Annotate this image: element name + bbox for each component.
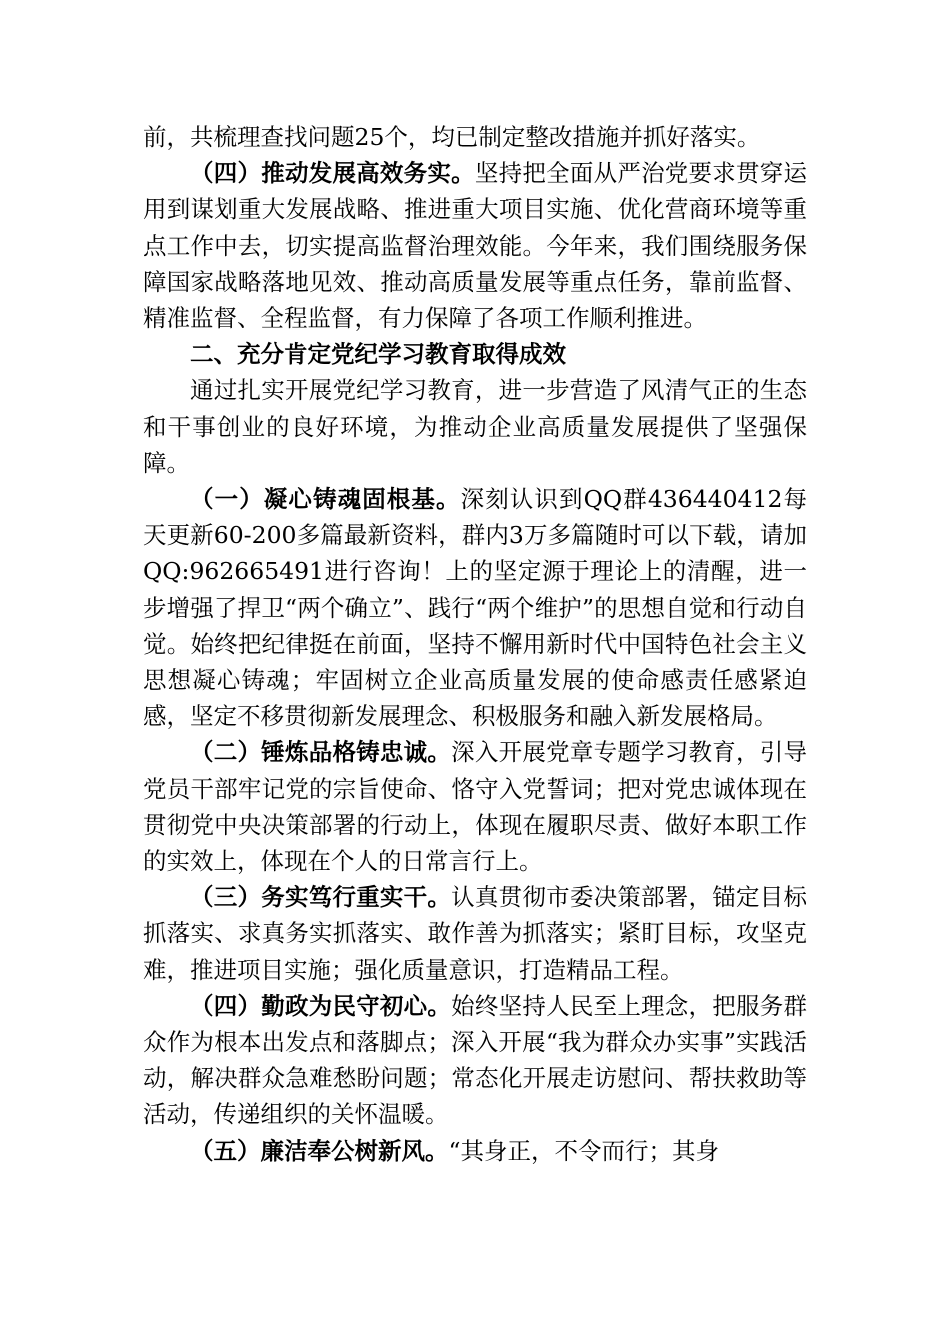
paragraph-text: 前，共梳理查找问题25个，均已制定整改措施并抓好落实。: [143, 123, 761, 151]
paragraph-text: 始终坚持人民至上理念，把服务群众作为根本出发点和落脚点；深入开展“我为群众办实事”实践活动，解决群众急难愁盼问题；常态化开展走访慰问、帮扶救助等活动，传递组织的关怀温暖。: [143, 991, 808, 1129]
paragraph-intro: [143, 372, 807, 481]
paragraph-point-3: [143, 879, 807, 988]
paragraph-point-4: [143, 988, 807, 1133]
section-heading: 二、充分肯定党纪学习教育取得成效: [190, 340, 566, 369]
paragraph-text: 通过扎实开展党纪学习教育，进一步营造了风清气正的生态和干事创业的良好环境，为推动企业高质量发展提供了坚强保障。: [143, 376, 807, 477]
paragraph-point-5: [143, 1133, 807, 1169]
paragraph-lead: （五）廉洁奉公树新风。: [190, 1136, 449, 1165]
document-page: [143, 119, 807, 1169]
paragraph-lead: （一）凝心铸魂固根基。: [190, 485, 461, 514]
paragraph-lead: （四）推动发展高效务实。: [190, 159, 475, 188]
paragraph-point-1: [143, 481, 807, 734]
paragraph-promote-development: [143, 155, 807, 336]
paragraph-text: 认真贯彻市委决策部署，锚定目标抓落实、求真务实抓落实、敢作善为抓落实；紧盯目标，攻坚克难，推进项目实施；强化质量意识，打造精品工程。: [143, 883, 808, 984]
paragraph-lead: （四）勤政为民守初心。: [190, 991, 452, 1020]
paragraph-point-2: [143, 734, 807, 879]
paragraph-text: 深刻认识到QQ群436440412每天更新60-200多篇最新资料，群内3万多篇随时可以下载，请加QQ:962665491进行咨询！上的坚定源于理论上的清醒，进一步增强了捍卫“两个确立”、践行“两个维护”的思想自觉和行动自觉。始终把纪律挺在前面，坚持不懈用新时代中国特色社会主义思想凝心铸魂；牢固树立企业高质量发展的使命感责任感紧迫感，坚定不移贯彻新发展理念、积极服务和融入新发展格局。: [143, 485, 807, 731]
paragraph-text: 深入开展党章专题学习教育，引导党员干部牢记党的宗旨使命、恪守入党誓词；把对党忠诚体现在贯彻党中央决策部署的行动上，体现在履职尽责、做好本职工作的实效上，体现在个人的日常言行上。: [143, 738, 808, 876]
paragraph-text: “其身正，不令而行；其身: [448, 1136, 720, 1165]
paragraph-continued: [143, 119, 807, 155]
paragraph-lead: （二）锤炼品格铸忠诚。: [190, 738, 452, 767]
paragraph-text: 坚持把全面从严治党要求贯穿运用到谋划重大发展战略、推进重大项目实施、优化营商环境等重点工作中去，切实提高监督治理效能。今年来，我们围绕服务保障国家战略落地见效、推动高质量发展等重点任务，靠前监督、精准监督、全程监督，有力保障了各项工作顺利推进。: [143, 159, 808, 333]
paragraph-lead: （三）务实笃行重实干。: [190, 883, 452, 912]
